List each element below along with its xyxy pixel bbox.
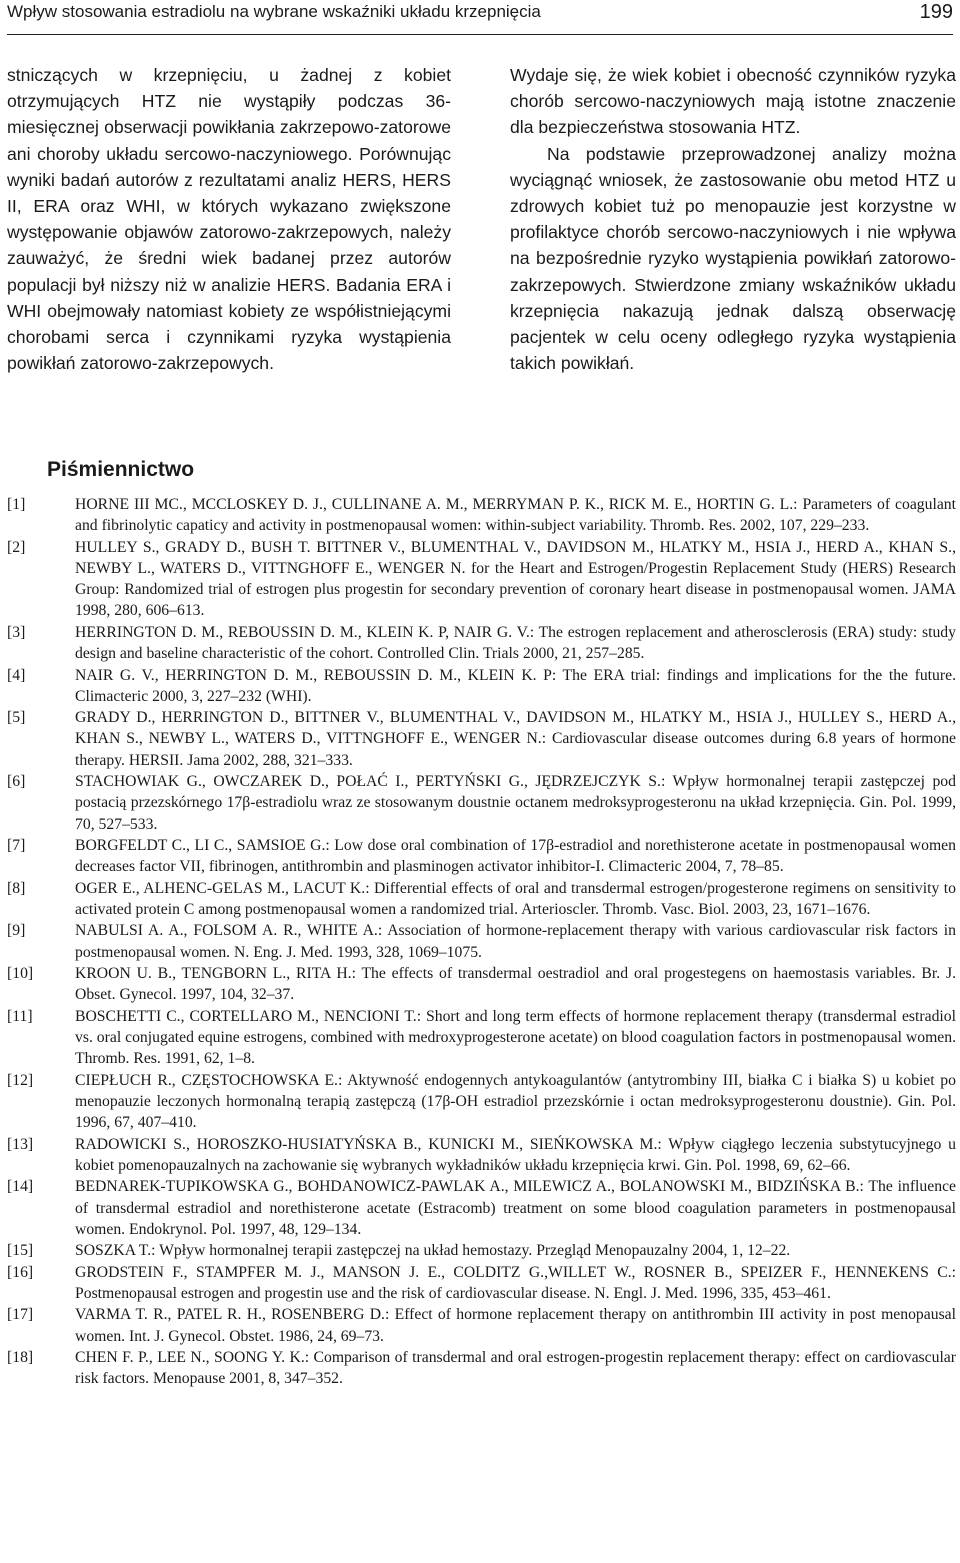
left-column (7, 62, 451, 376)
right-column (510, 62, 956, 376)
reference-number: [14] (7, 1178, 34, 1196)
reference-text: BEDNAREK-TUPIKOWSKA G., BOHDANOWICZ-PAWLAK A., MILEWICZ A., BOLANOWSKI M., BIDZIŃSKA B.: The influence of transdermal estradiol and norethisterone acetate (Estracomb) treatment on some blood coagulation parameters in postmenopausal women. Endokrynol. Pol. 1997, 48, 129–134. (75, 1178, 956, 1238)
reference-item (7, 537, 956, 622)
body-paragraph: Na podstawie przeprowadzonej analizy można wyciągnąć wniosek, że zastosowanie obu metod HTZ u zdrowych kobiet tuż po menopauzie jest korzystne w profilaktyce chorób sercowo-naczyniowych i nie wpływa na bezpośrednie ryzyko wystąpienia powikłań zatorowo-zakrzepowych. Stwierdzone zmiany wskaźników układu krzepnięcia nakazują jednak dalszą obserwację pacjentek w celu oceny odległego ryzyka wystąpienia takich powikłań. (510, 143, 956, 374)
reference-number: [3] (7, 623, 26, 641)
reference-item (7, 665, 956, 707)
reference-item (7, 1176, 956, 1240)
reference-item (7, 494, 956, 536)
reference-text: KROON U. B., TENGBORN L., RITA H.: The effects of transdermal oestradiol and oral progestegens on haemostasis variables. Br. J. Obset. Gynecol. 1997, 104, 32–37. (75, 965, 956, 1004)
reference-number: [1] (7, 496, 26, 513)
reference-number: [5] (7, 709, 26, 727)
reference-number: [18] (7, 1349, 34, 1367)
reference-text: CHEN F. P., LEE N., SOONG Y. K.: Comparison of transdermal and oral estrogen-progestin replacement therapy: effect on cardiovascular risk factors. Menopause 2001, 8, 347–352. (75, 1349, 956, 1388)
references-heading: Piśmiennictwo (47, 458, 195, 481)
reference-number: [4] (7, 666, 26, 684)
reference-text: BORGFELDT C., LI C., SAMSIOE G.: Low dose oral combination of 17β-estradiol and norethisterone acetate in postmenopausal women decreases factor VII, fibrinogen, antithrombin and plasminogen activator inhibitor-I. Climacteric 2004, 7, 78–85. (75, 837, 956, 876)
reference-number: [15] (7, 1242, 34, 1260)
reference-item (7, 878, 956, 920)
reference-item (7, 1240, 956, 1261)
body-paragraph: Wydaje się, że wiek kobiet i obecność czynników ryzyka chorób sercowo-naczyniowych mają istotne znaczenie dla bezpieczeństwa stosowania HTZ. (510, 65, 956, 138)
reference-item (7, 707, 956, 771)
reference-item (7, 1304, 956, 1346)
running-title: Wpływ stosowania estradiolu na wybrane wskaźniki układu krzepnięcia (7, 2, 541, 21)
reference-number: [10] (7, 965, 34, 983)
body-paragraph: stniczących w krzepnięciu, u żadnej z kobiet otrzymujących HTZ nie wystąpiły podczas 36-miesięcznej obserwacji powikłania zakrzepowo-zatorowe ani choroby układu sercowo-naczyniowego. Porównując wyniki badań autorów z rezultatami analiz HERS, HERS II, ERA oraz WHI, w których wykazano zwiększone występowanie objawów zatorowo-zakrzepowych, należy zauważyć, że średni wiek badanej przez autorów populacji był niższy niż w analizie HERS. Badania ERA i WHI obejmowały natomiast kobiety ze współistniejącymi chorobami serca i czynnikami ryzyka wystąpienia powikłań zatorowo-zakrzepowych. (7, 65, 451, 374)
reference-number: [17] (7, 1306, 34, 1324)
reference-item (7, 1347, 956, 1389)
reference-text: HULLEY S., GRADY D., BUSH T. BITTNER V., BLUMENTHAL V., DAVIDSON M., HLATKY M., HSIA J., HERD A., KHAN S., NEWBY L., WATERS D., VITTNGHOFF E., WENGER N. for the Heart and Estrogen/Progestin Replacement Study (HERS) Research Group: Randomized trial of estrogen plus progestin for secondary prevention of coronary heart disease in postmenopausal women. JAMA 1998, 280, 606–613. (75, 538, 956, 620)
reference-item (7, 963, 956, 1005)
reference-text: OGER E., ALHENC-GELAS M., LACUT K.: Differential effects of oral and transdermal estrogen/progesterone regimens on sensitivity to activated protein C among postmenopausal women a randomized trial. Arterioscler. Thromb. Vasc. Biol. 2003, 23, 1671–1676. (75, 879, 956, 918)
reference-number: [11] (7, 1007, 33, 1025)
reference-text: HORNE III MC., MCCLOSKEY D. J., CULLINANE A. M., MERRYMAN P. K., RICK M. E., HORTIN G. L.: Parameters of coagulant and fibrinolytic capaticy and activity in postmenopausal women: within-subject variability. Thromb. Res. 2002, 107, 229–233. (75, 496, 956, 535)
reference-text: RADOWICKI S., HOROSZKO-HUSIATYŃSKA B., KUNICKI M., SIEŃKOWSKA M.: Wpływ ciągłego leczenia substytucyjnego u kobiet pomenopauzalnych na zachowanie się wybranych wykładników układu krzepnięcia krwi. Gin. Pol. 1998, 69, 62–66. (75, 1135, 956, 1174)
reference-text: SOSZKA T.: Wpływ hormonalnej terapii zastępczej na układ hemostazy. Przegląd Menopauzalny 2004, 1, 12–22. (75, 1242, 791, 1260)
reference-text: GRODSTEIN F., STAMPFER M. J., MANSON J. E., COLDITZ G.,WILLET W., ROSNER B., SPEIZER F., HENNEKENS C.: Postmenopausal estrogen and progestin use and the risk of cardiovascular disease. N. Engl. J. Med. 1996, 335, 453–461. (75, 1263, 956, 1302)
reference-number: [8] (7, 879, 26, 897)
reference-text: STACHOWIAK G., OWCZAREK D., POŁAĆ I., PERTYŃSKI G., JĘDRZEJCZYK S.: Wpływ hormonalnej terapii zastępczej pod postacią przezskórnego 17β-estradiolu wraz ze stosowanym doustnie octanem medroksyprogesteronu na układ krzepnięcia. Gin. Pol. 1999, 70, 527–533. (75, 773, 956, 833)
reference-item (7, 1006, 956, 1070)
reference-number: [9] (7, 922, 26, 940)
reference-item (7, 1070, 956, 1134)
reference-item (7, 1134, 956, 1176)
reference-number: [7] (7, 837, 26, 855)
reference-text: CIEPŁUCH R., CZĘSTOCHOWSKA E.: Aktywność endogennych antykoagulantów (antytrombiny III, białka C i białka S) u kobiet po menopauzie leczonych hormonalną terapią zastępczą (17β-OH estradiol przezskórnie i octan medroksyprogesteronu doustnie). Gin. Pol. 1996, 67, 407–410. (75, 1071, 956, 1132)
reference-text: BOSCHETTI C., CORTELLARO M., NENCIONI T.: Short and long term effects of hormone replacement therapy (transdermal estradiol vs. oral conjugated equine estrogens, combined with medroxyprogesterone acetate) on blood coagulation factors in postmenopausal women. Thromb. Res. 1991, 62, 1–8. (75, 1007, 956, 1068)
reference-number: [6] (7, 773, 26, 791)
reference-number: [2] (7, 538, 26, 556)
reference-text: NABULSI A. A., FOLSOM A. R., WHITE A.: Association of hormone-replacement therapy with various cardiovascular risk factors in postmenopausal women. N. Eng. J. Med. 1993, 328, 1069–1075. (75, 922, 956, 961)
reference-number: [16] (7, 1263, 34, 1281)
reference-text: VARMA T. R., PATEL R. H., ROSENBERG D.: Effect of hormone replacement therapy on antithrombin III activity in post menopausal women. Int. J. Gynecol. Obstet. 1986, 24, 69–73. (75, 1306, 956, 1345)
reference-text: NAIR G. V., HERRINGTON D. M., REBOUSSIN D. M., KLEIN K. P: The ERA trial: findings and implications for the the future. Climacteric 2000, 3, 227–232 (WHI). (75, 666, 956, 705)
reference-item (7, 771, 956, 835)
reference-number: [12] (7, 1071, 34, 1089)
reference-text: GRADY D., HERRINGTON D., BITTNER V., BLUMENTHAL V., DAVIDSON M., HLATKY M., HSIA J., HULLEY S., HERD A., KHAN S., NEWBY L., WATERS D., VITTNGHOFF E., WENGER N.: Cardiovascular disease outcomes during 6.8 years of hormone therapy. HERSII. Jama 2002, 288, 321–333. (75, 709, 956, 769)
reference-item (7, 920, 956, 962)
page-number: 199 (919, 1, 953, 23)
reference-item (7, 1262, 956, 1304)
reference-text: HERRINGTON D. M., REBOUSSIN D. M., KLEIN K. P, NAIR G. V.: The estrogen replacement and atherosclerosis (ERA) study: study design and baseline characteristic of the cohort. Controlled Clin. Trials 2000, 21, 257–285. (75, 623, 956, 663)
reference-item (7, 835, 956, 877)
reference-number: [13] (7, 1135, 34, 1153)
references-list (7, 494, 956, 1390)
running-header (7, 0, 953, 35)
reference-item (7, 622, 956, 664)
